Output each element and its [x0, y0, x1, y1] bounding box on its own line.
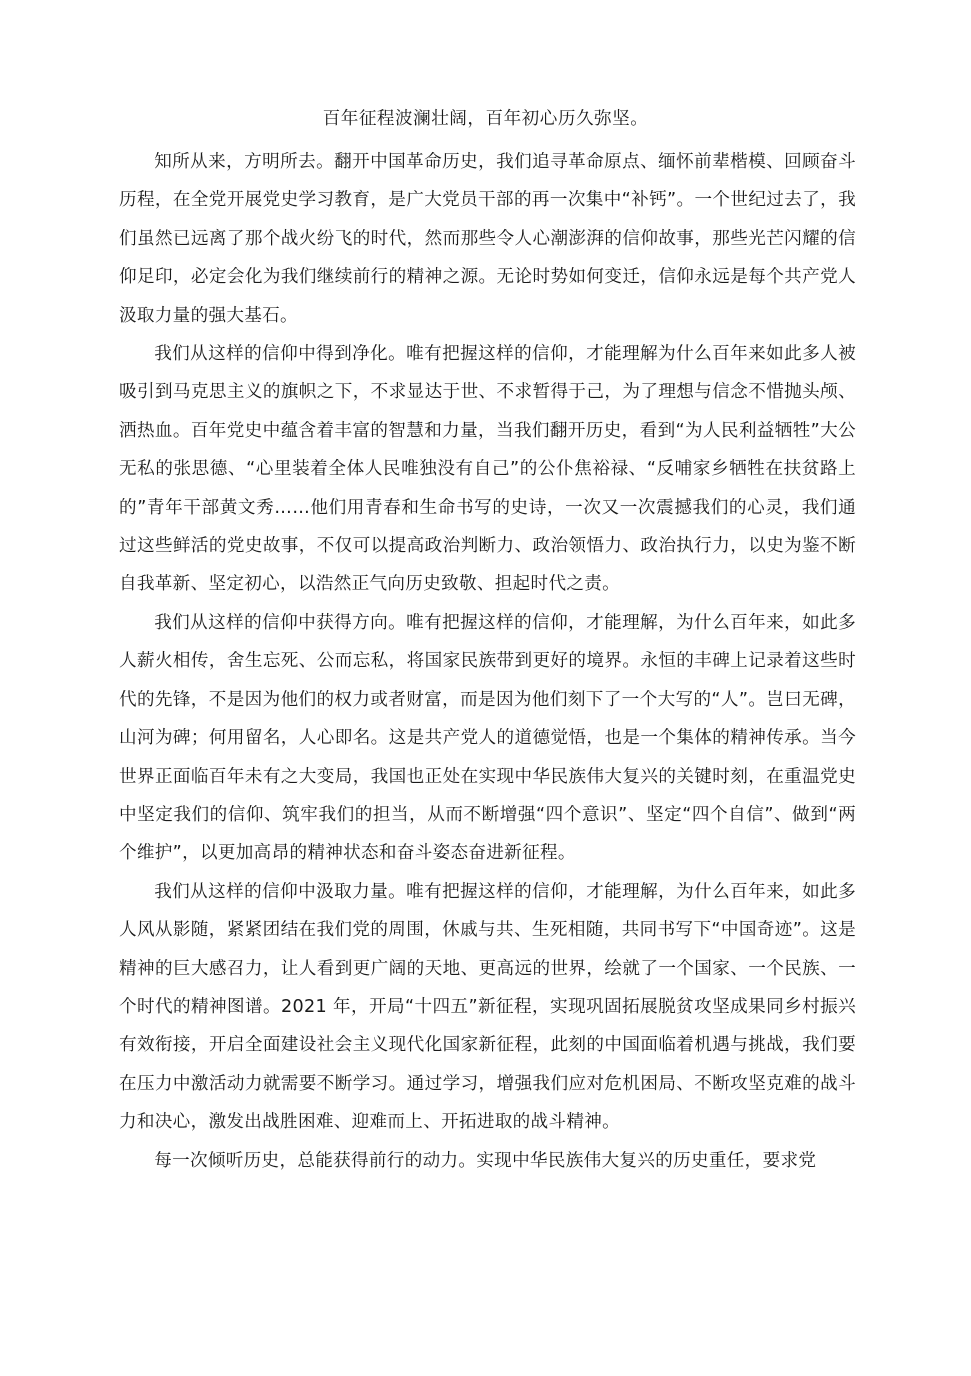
paragraph: 我们从这样的信仰中得到净化。唯有把握这样的信仰，才能理解为什么百年来如此多人被吸引到马克思主义的旗帜之下，不求显达于世、不求暂得于己，为了理想与信念不惜抛头颅、洒热血。百年党史中蕴含着丰富的智慧和力量，当我们翻开历史，看到“为人民利益牺牲”大公无私的张思德、“心里装着全体人民唯独没有自己”的公仆焦裕禄、“反哺家乡牺牲在扶贫路上的”青年干部黄文秀……他们用青春和生命书写的史诗，一次又一次震撼我们的心灵，我们通过这些鲜活的党史故事，不仅可以提高政治判断力、政治领悟力、政治执行力，以史为鉴不断自我革新、坚定初心，以浩然正气向历史致敬、担起时代之责。 — [119, 344, 856, 595]
paragraph: 我们从这样的信仰中汲取力量。唯有把握这样的信仰，才能理解，为什么百年来，如此多人风从影随，紧紧团结在我们党的周围，休戚与共、生死相随，共同书写下“中国奇迹”。这是精神的巨大感召力，让人看到更广阔的天地、更高远的世界，绘就了一个国家、一个民族、一个时代的精神图谱。2021 年，开局“十四五”新征程，实现巩固拓展脱贫攻坚成果同乡村振兴有效衔接，开启全面建设社会主义现代化国家新征程，此刻的中国面临着机遇与挑战，我们要在压力中激活动力就需要不断学习。通过学习，增强我们应对危机困局、不断攻坚克难的战斗力和决心，激发出战胜困难、迎难而上、开拓进取的战斗精神。 — [119, 881, 856, 1133]
paragraph: 知所从来，方明所去。翻开中国革命历史，我们追寻革命原点、缅怀前辈楷模、回顾奋斗历程，在全党开展党史学习教育，是广大党员干部的再一次集中“补钙”。一个世纪过去了，我们虽然已远离了那个战火纷飞的时代，然而那些令人心潮澎湃的信仰故事，那些光芒闪耀的信仰足印，必定会化为我们继续前行的精神之源。无论时势如何变迁，信仰永远是每个共产党人汲取力量的强大基石。 — [119, 152, 856, 326]
document-body — [119, 143, 856, 1180]
paragraph: 每一次倾听历史，总能获得前行的动力。实现中华民族伟大复兴的历史重任，要求党 — [154, 1150, 817, 1171]
paragraph: 我们从这样的信仰中获得方向。唯有把握这样的信仰，才能理解，为什么百年来，如此多人薪火相传，舍生忘死、公而忘私，将国家民族带到更好的境界。永恒的丰碑上记录着这些时代的先锋，不是因为他们的权力或者财富，而是因为他们刻下了一个大写的“人”。岂曰无碑，山河为碑；何用留名，人心即名。这是共产党人的道德觉悟，也是一个集体的精神传承。当今世界正面临百年未有之大变局，我国也正处在实现中华民族伟大复兴的关键时刻，在重温党史中坚定我们的信仰、筑牢我们的担当，从而不断增强“四个意识”、坚定“四个自信”、做到“两个维护”，以更加高昂的精神状态和奋斗姿态奋进新征程。 — [119, 612, 856, 864]
opening-line: 百年征程波澜壮阔，百年初心历久弥坚。 — [322, 109, 649, 129]
